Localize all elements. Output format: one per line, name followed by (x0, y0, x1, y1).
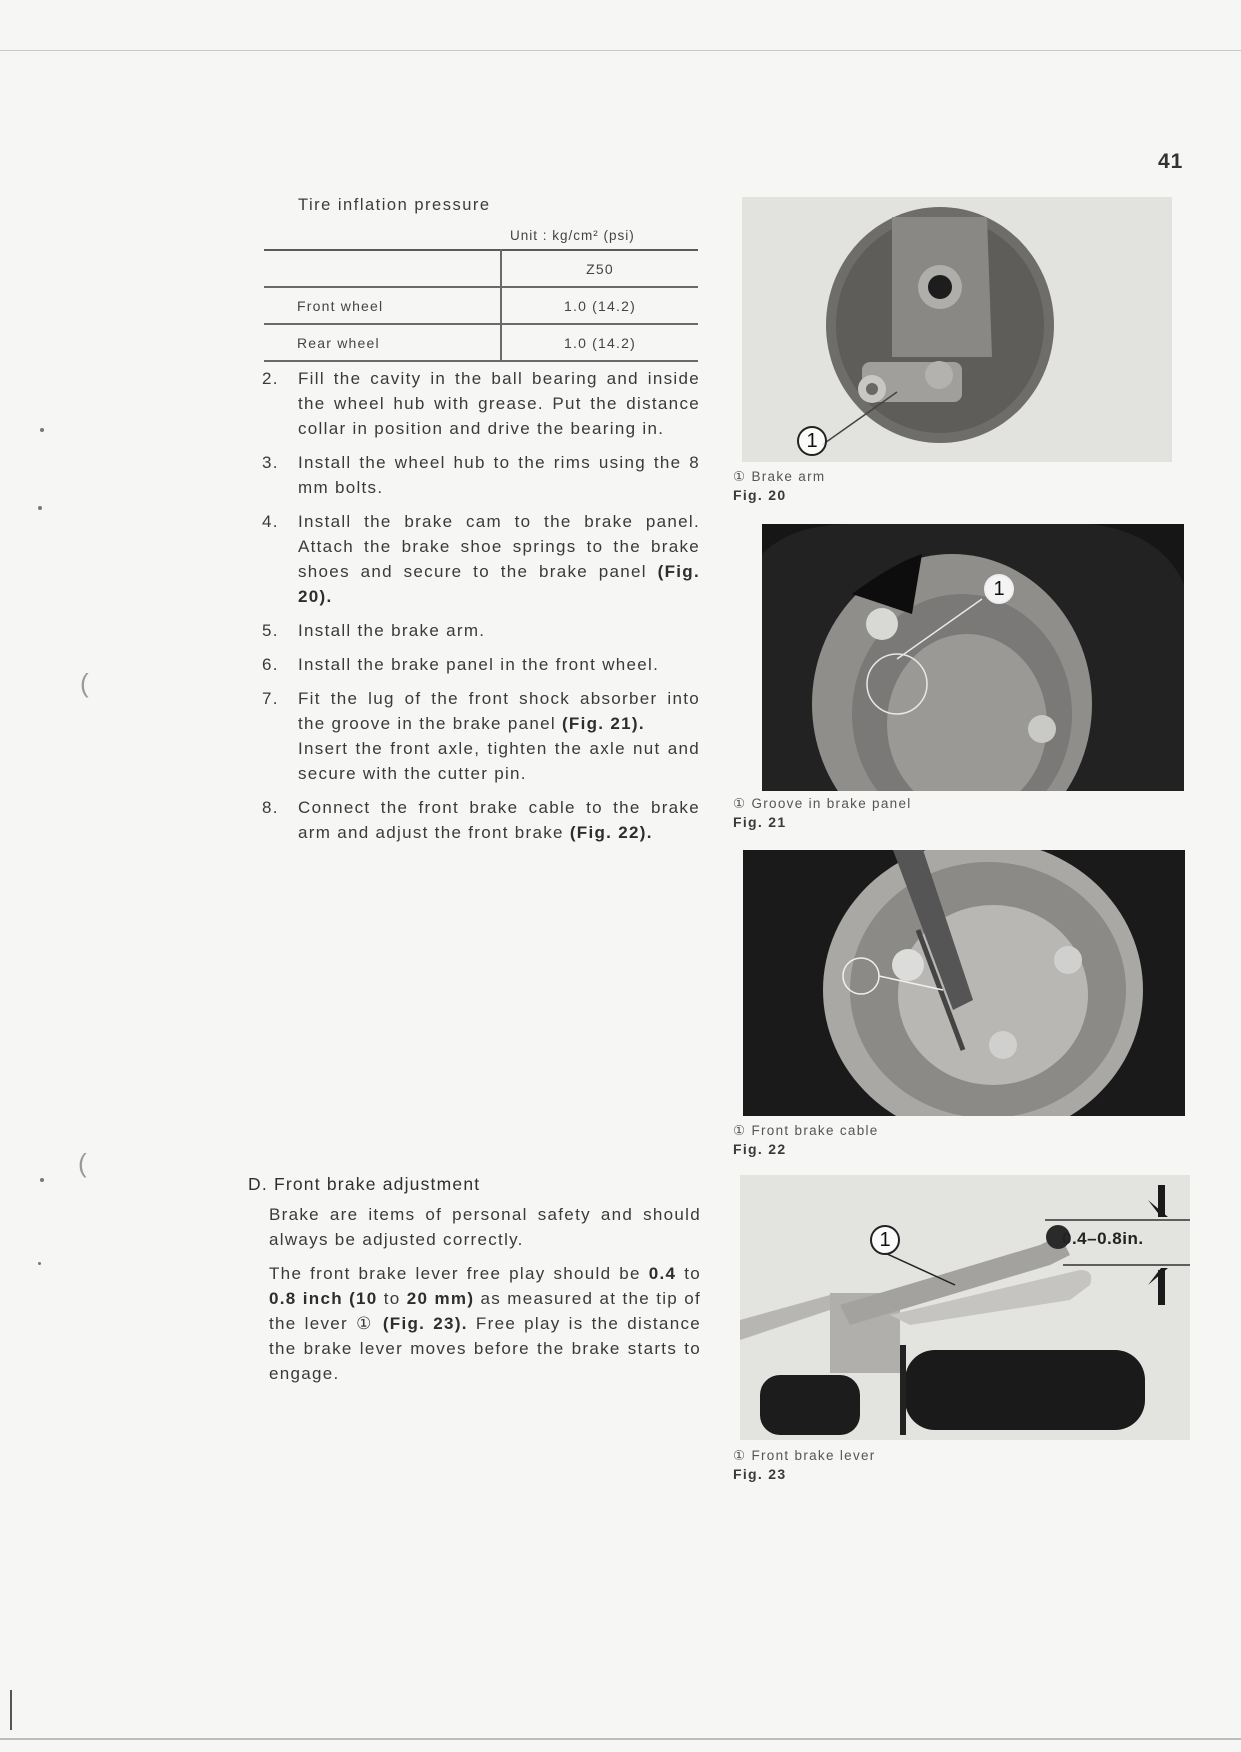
table-row-value: 1.0 (14.2) (501, 287, 698, 324)
scan-edge-bottom (0, 1738, 1241, 1740)
figure-22-photo (743, 850, 1185, 1116)
callout-marker: 1 (797, 426, 827, 456)
spec-value: 0.4 (648, 1264, 677, 1283)
scan-speck (40, 428, 44, 432)
scan-binding-mark: ( (80, 668, 89, 698)
step-number: 4. (262, 512, 279, 531)
table-header-cell (264, 250, 501, 287)
step-text: Install the brake arm. (298, 621, 486, 640)
figure-label: Fig. 23 (733, 1466, 787, 1482)
brake-lever-illustration (740, 1175, 1190, 1440)
figure-label: Fig. 21 (733, 814, 787, 830)
table-row-label: Rear wheel (264, 324, 501, 361)
step-text: Install the brake panel in the front wheel. (298, 655, 660, 674)
caption-text: ① Front brake lever (733, 1448, 876, 1463)
table-header-cell: Z50 (501, 250, 698, 287)
step-number: 8. (262, 798, 279, 817)
text-run: to (383, 1289, 401, 1308)
spec-value: 20 mm) (406, 1289, 475, 1308)
caption-text: ① Brake arm (733, 469, 826, 484)
figure-reference: (Fig. 23). (382, 1314, 468, 1333)
step-item (262, 618, 700, 643)
table-row (264, 287, 698, 324)
step-text: Connect the front brake cable to the brake arm and adjust the front brake (298, 798, 700, 842)
figure-reference: (Fig. 22). (569, 823, 653, 842)
scan-speck (38, 1262, 41, 1265)
step-text: Install the wheel hub to the rims using the 8 mm bolts. (298, 453, 700, 497)
step-text: Fit the lug of the front shock absorber into the groove in the brake panel (298, 689, 700, 733)
figure-23-photo (740, 1175, 1190, 1440)
step-number: 5. (262, 621, 279, 640)
figure-22-caption (733, 1122, 879, 1158)
step-item (262, 686, 700, 786)
procedure-steps (262, 366, 700, 854)
figure-label: Fig. 20 (733, 487, 787, 503)
figure-reference: (Fig. 21). (561, 714, 645, 733)
step-item (262, 509, 700, 609)
caption-text: ① Groove in brake panel (733, 796, 912, 811)
page-number: 41 (1158, 150, 1184, 173)
tire-pressure-table (264, 249, 698, 362)
section-heading: D. Front brake adjustment (248, 1174, 481, 1194)
step-subtext: Insert the front axle, tighten the axle nut and secure with the cutter pin. (298, 739, 700, 783)
brake-panel-illustration (742, 197, 1172, 462)
step-item (262, 450, 700, 500)
scan-edge-top (0, 50, 1241, 51)
step-number: 7. (262, 689, 279, 708)
table-title: Tire inflation pressure (298, 196, 491, 214)
figure-23-caption (733, 1447, 876, 1483)
step-text: Install the brake cam to the brake panel. Attach the brake shoe springs to the brake shoes and secure to the brake panel (298, 512, 700, 581)
text-run: to (684, 1264, 701, 1283)
scan-edge-mark (10, 1690, 12, 1730)
table-row (264, 324, 698, 361)
free-play-dimension-label: 0.4–0.8in. (1062, 1229, 1144, 1248)
table-row-label: Front wheel (264, 287, 501, 324)
step-item (262, 652, 700, 677)
spec-value: 0.8 inch (10 (269, 1289, 378, 1308)
caption-text: ① Front brake cable (733, 1123, 879, 1138)
paragraph: Brake are items of personal safety and should always be adjusted correctly. (269, 1205, 701, 1249)
figure-21-caption (733, 795, 912, 831)
callout-marker: 1 (984, 574, 1014, 604)
table-header-row (264, 250, 698, 287)
step-number: 6. (262, 655, 279, 674)
table-row-value: 1.0 (14.2) (501, 324, 698, 361)
section-body (269, 1202, 701, 1395)
wheel-groove-illustration (762, 524, 1184, 791)
paragraph (269, 1261, 701, 1386)
figure-20-caption (733, 468, 825, 504)
step-number: 2. (262, 369, 279, 388)
table-unit: Unit : kg/cm² (psi) (510, 228, 635, 243)
text-run: Free play is the distance the brake lever moves before the brake starts to engage. (269, 1314, 702, 1383)
figure-reference: (Fig. 20). (298, 562, 700, 606)
callout-marker: 1 (870, 1225, 900, 1255)
text-run: The front brake lever free play should be (269, 1264, 641, 1283)
step-item (262, 795, 700, 845)
figure-21-photo (762, 524, 1184, 791)
text-run: as measured at the tip of the lever ① (269, 1289, 702, 1333)
figure-label: Fig. 22 (733, 1141, 787, 1157)
step-text: Fill the cavity in the ball bearing and inside the wheel hub with grease. Put the distance collar in position and drive the bearing in. (298, 369, 700, 438)
scan-binding-mark: ( (78, 1148, 87, 1178)
step-item (262, 366, 700, 441)
figure-20-photo (742, 197, 1172, 462)
step-number: 3. (262, 453, 279, 472)
scan-speck (38, 506, 42, 510)
scan-speck (40, 1178, 44, 1182)
brake-cable-illustration (743, 850, 1185, 1116)
